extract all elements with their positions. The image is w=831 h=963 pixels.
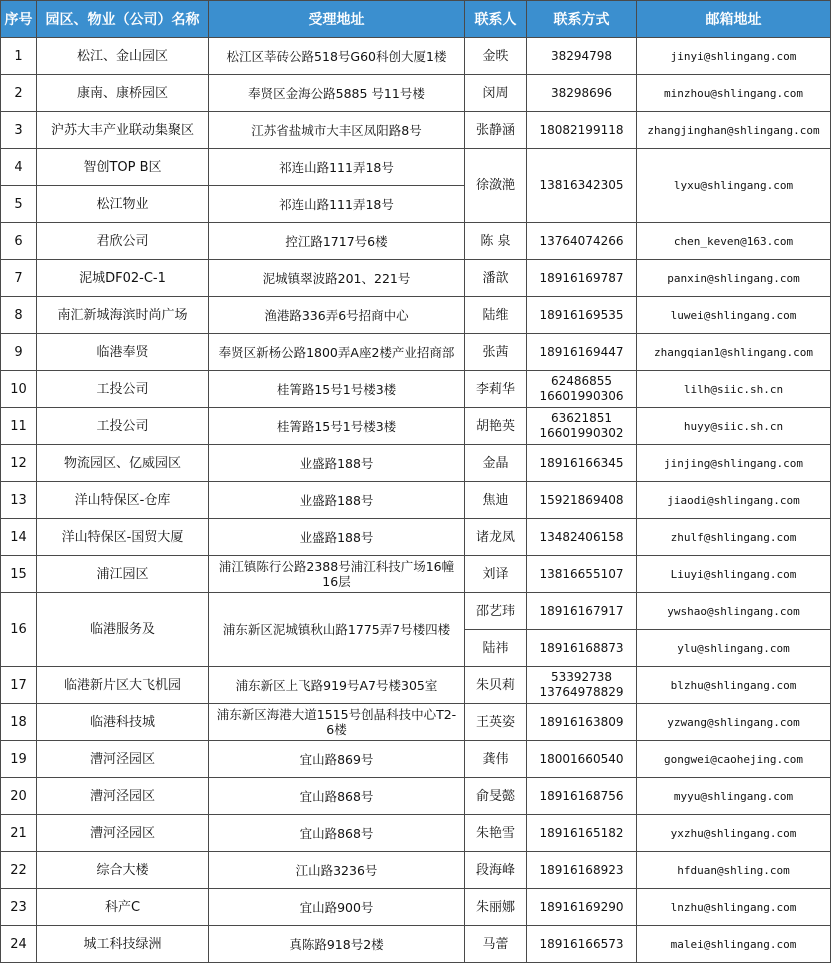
row-phone: 18916168873 <box>527 630 637 667</box>
address-line-1: 浦东新区海港大道1515号创晶科技中心T2- <box>216 707 457 722</box>
row-phone <box>527 371 637 408</box>
row-email: jinjing@shlingang.com <box>637 445 831 482</box>
row-phone: 18916168756 <box>527 778 637 815</box>
row-address: 浦东新区泥城镇秋山路1775弄7号楼四楼 <box>209 593 465 667</box>
row-email: luwei@shlingang.com <box>637 297 831 334</box>
row-name: 临港奉贤 <box>37 334 209 371</box>
row-name: 泥城DF02-C-1 <box>37 260 209 297</box>
row-phone: 18001660540 <box>527 741 637 778</box>
row-contact: 诸龙凤 <box>465 519 527 556</box>
row-name: 漕河泾园区 <box>37 815 209 852</box>
table-row <box>1 149 831 186</box>
table-row <box>1 223 831 260</box>
table-row <box>1 889 831 926</box>
row-address <box>209 704 465 741</box>
table-row <box>1 556 831 593</box>
row-no: 9 <box>1 334 37 371</box>
address-line-1: 浦江镇陈行公路2388号浦江科技广场16幢 <box>218 559 455 574</box>
table-row <box>1 815 831 852</box>
row-no: 14 <box>1 519 37 556</box>
row-no: 2 <box>1 75 37 112</box>
row-contact: 朱贝莉 <box>465 667 527 704</box>
header-phone: 联系方式 <box>527 1 637 38</box>
row-no: 4 <box>1 149 37 186</box>
row-name: 浦江园区 <box>37 556 209 593</box>
table-row <box>1 297 831 334</box>
row-name: 综合大楼 <box>37 852 209 889</box>
row-contact: 陈 泉 <box>465 223 527 260</box>
row-contact: 陆祎 <box>465 630 527 667</box>
phone-line-1: 62486855 <box>550 374 613 388</box>
table-row <box>1 741 831 778</box>
row-no: 7 <box>1 260 37 297</box>
row-no: 6 <box>1 223 37 260</box>
row-email: zhulf@shlingang.com <box>637 519 831 556</box>
row-no: 13 <box>1 482 37 519</box>
row-contact: 李莉华 <box>465 371 527 408</box>
phone-line-2: 16601990306 <box>539 389 624 403</box>
row-name: 松江、金山园区 <box>37 38 209 75</box>
row-name: 科产C <box>37 889 209 926</box>
table-row <box>1 112 831 149</box>
row-email: yxzhu@shlingang.com <box>637 815 831 852</box>
row-phone: 18916169290 <box>527 889 637 926</box>
row-email: minzhou@shlingang.com <box>637 75 831 112</box>
row-address: 宜山路869号 <box>209 741 465 778</box>
row-name: 物流园区、亿威园区 <box>37 445 209 482</box>
table-row <box>1 260 831 297</box>
header-email: 邮箱地址 <box>637 1 831 38</box>
row-address: 真陈路918号2楼 <box>209 926 465 963</box>
row-phone: 13816655107 <box>527 556 637 593</box>
row-phone <box>527 667 637 704</box>
row-no: 12 <box>1 445 37 482</box>
table-row <box>1 75 831 112</box>
row-address: 泥城镇翠波路201、221号 <box>209 260 465 297</box>
row-no: 16 <box>1 593 37 667</box>
row-name: 康南、康桥园区 <box>37 75 209 112</box>
row-name: 工投公司 <box>37 408 209 445</box>
row-email: lilh@siic.sh.cn <box>637 371 831 408</box>
header-no: 序号 <box>1 1 37 38</box>
row-phone: 18916168923 <box>527 852 637 889</box>
header-address: 受理地址 <box>209 1 465 38</box>
row-address: 桂箐路15号1号楼3楼 <box>209 371 465 408</box>
table-row <box>1 667 831 704</box>
row-contact: 俞旻懿 <box>465 778 527 815</box>
row-contact: 段海峰 <box>465 852 527 889</box>
row-phone: 18916163809 <box>527 704 637 741</box>
row-no: 17 <box>1 667 37 704</box>
phone-line-2: 16601990302 <box>539 426 624 440</box>
row-phone: 18916166345 <box>527 445 637 482</box>
row-name: 工投公司 <box>37 371 209 408</box>
row-no: 20 <box>1 778 37 815</box>
row-no: 24 <box>1 926 37 963</box>
row-contact: 焦迪 <box>465 482 527 519</box>
row-phone: 13816342305 <box>527 149 637 223</box>
row-no: 3 <box>1 112 37 149</box>
address-line-2: 16层 <box>322 574 351 589</box>
row-address: 宜山路868号 <box>209 815 465 852</box>
row-contact: 胡艳英 <box>465 408 527 445</box>
row-name: 漕河泾园区 <box>37 741 209 778</box>
row-address: 业盛路188号 <box>209 445 465 482</box>
row-name: 临港新片区大飞机园 <box>37 667 209 704</box>
row-email: chen_keven@163.com <box>637 223 831 260</box>
row-contact: 潘歆 <box>465 260 527 297</box>
row-phone <box>527 408 637 445</box>
phone-line-2: 13764978829 <box>539 685 624 699</box>
row-phone: 18916165182 <box>527 815 637 852</box>
table-row <box>1 593 831 630</box>
row-address: 渔港路336弄6号招商中心 <box>209 297 465 334</box>
row-email: lyxu@shlingang.com <box>637 149 831 223</box>
row-address: 江山路3236号 <box>209 852 465 889</box>
row-contact: 金昳 <box>465 38 527 75</box>
row-no: 8 <box>1 297 37 334</box>
row-name: 松江物业 <box>37 186 209 223</box>
row-email: gongwei@caohejing.com <box>637 741 831 778</box>
row-address <box>209 556 465 593</box>
row-name: 临港服务及 <box>37 593 209 667</box>
row-email: yzwang@shlingang.com <box>637 704 831 741</box>
row-no: 15 <box>1 556 37 593</box>
row-email: huyy@siic.sh.cn <box>637 408 831 445</box>
row-no: 21 <box>1 815 37 852</box>
table-row <box>1 482 831 519</box>
row-contact: 徐潋滟 <box>465 149 527 223</box>
row-no: 1 <box>1 38 37 75</box>
row-address: 松江区莘砖公路518号G60科创大厦1楼 <box>209 38 465 75</box>
row-address: 宜山路900号 <box>209 889 465 926</box>
row-email: myyu@shlingang.com <box>637 778 831 815</box>
row-phone: 38298696 <box>527 75 637 112</box>
row-phone: 38294798 <box>527 38 637 75</box>
table-row <box>1 408 831 445</box>
row-contact: 朱丽娜 <box>465 889 527 926</box>
row-email: jiaodi@shlingang.com <box>637 482 831 519</box>
row-email: jinyi@shlingang.com <box>637 38 831 75</box>
row-contact: 陆维 <box>465 297 527 334</box>
row-address: 江苏省盐城市大丰区凤阳路8号 <box>209 112 465 149</box>
row-address: 控江路1717号6楼 <box>209 223 465 260</box>
row-no: 22 <box>1 852 37 889</box>
row-name: 君欣公司 <box>37 223 209 260</box>
row-phone: 15921869408 <box>527 482 637 519</box>
row-address: 奉贤区金海公路5885 号11号楼 <box>209 75 465 112</box>
row-phone: 18916166573 <box>527 926 637 963</box>
table-row <box>1 445 831 482</box>
row-name: 洋山特保区-国贸大厦 <box>37 519 209 556</box>
row-phone: 13764074266 <box>527 223 637 260</box>
row-phone: 18916169535 <box>527 297 637 334</box>
row-address: 奉贤区新杨公路1800弄A座2楼产业招商部 <box>209 334 465 371</box>
row-email: zhangqian1@shlingang.com <box>637 334 831 371</box>
row-email: ywshao@shlingang.com <box>637 593 831 630</box>
row-address: 业盛路188号 <box>209 519 465 556</box>
row-contact: 马蕾 <box>465 926 527 963</box>
row-name: 临港科技城 <box>37 704 209 741</box>
row-name: 漕河泾园区 <box>37 778 209 815</box>
row-email: Liuyi@shlingang.com <box>637 556 831 593</box>
table-row <box>1 704 831 741</box>
phone-line-1: 63621851 <box>550 411 613 425</box>
row-email: panxin@shlingang.com <box>637 260 831 297</box>
row-contact: 闵周 <box>465 75 527 112</box>
row-address: 祁连山路111弄18号 <box>209 149 465 186</box>
row-contact: 张静涵 <box>465 112 527 149</box>
row-name: 智创TOP B区 <box>37 149 209 186</box>
row-no: 19 <box>1 741 37 778</box>
table-row <box>1 778 831 815</box>
row-contact: 邵艺玮 <box>465 593 527 630</box>
row-phone: 18916167917 <box>527 593 637 630</box>
header-contact: 联系人 <box>465 1 527 38</box>
header-row <box>1 1 831 38</box>
row-no: 18 <box>1 704 37 741</box>
row-no: 11 <box>1 408 37 445</box>
row-email: zhangjinghan@shlingang.com <box>637 112 831 149</box>
row-name: 城工科技绿洲 <box>37 926 209 963</box>
row-address: 桂箐路15号1号楼3楼 <box>209 408 465 445</box>
row-address: 祁连山路111弄18号 <box>209 186 465 223</box>
row-phone: 13482406158 <box>527 519 637 556</box>
row-name: 沪苏大丰产业联动集聚区 <box>37 112 209 149</box>
row-phone: 18916169447 <box>527 334 637 371</box>
row-address: 业盛路188号 <box>209 482 465 519</box>
table-row <box>1 519 831 556</box>
phone-line-1: 53392738 <box>550 670 613 684</box>
row-email: lnzhu@shlingang.com <box>637 889 831 926</box>
row-email: blzhu@shlingang.com <box>637 667 831 704</box>
row-phone: 18916169787 <box>527 260 637 297</box>
row-name: 南汇新城海滨时尚广场 <box>37 297 209 334</box>
row-no: 10 <box>1 371 37 408</box>
row-contact: 金晶 <box>465 445 527 482</box>
row-email: malei@shlingang.com <box>637 926 831 963</box>
row-contact: 龚伟 <box>465 741 527 778</box>
row-email: hfduan@shling.com <box>637 852 831 889</box>
table-row <box>1 371 831 408</box>
header-name: 园区、物业（公司）名称 <box>37 1 209 38</box>
row-phone: 18082199118 <box>527 112 637 149</box>
table-row <box>1 334 831 371</box>
row-name: 洋山特保区-仓库 <box>37 482 209 519</box>
row-no: 23 <box>1 889 37 926</box>
row-email: ylu@shlingang.com <box>637 630 831 667</box>
row-contact: 刘译 <box>465 556 527 593</box>
row-contact: 朱艳雪 <box>465 815 527 852</box>
row-address: 宜山路868号 <box>209 778 465 815</box>
table-row <box>1 38 831 75</box>
row-contact: 张茜 <box>465 334 527 371</box>
row-contact: 王英姿 <box>465 704 527 741</box>
table-row <box>1 852 831 889</box>
address-line-2: 6楼 <box>326 722 347 737</box>
row-address: 浦东新区上飞路919号A7号楼305室 <box>209 667 465 704</box>
row-no: 5 <box>1 186 37 223</box>
